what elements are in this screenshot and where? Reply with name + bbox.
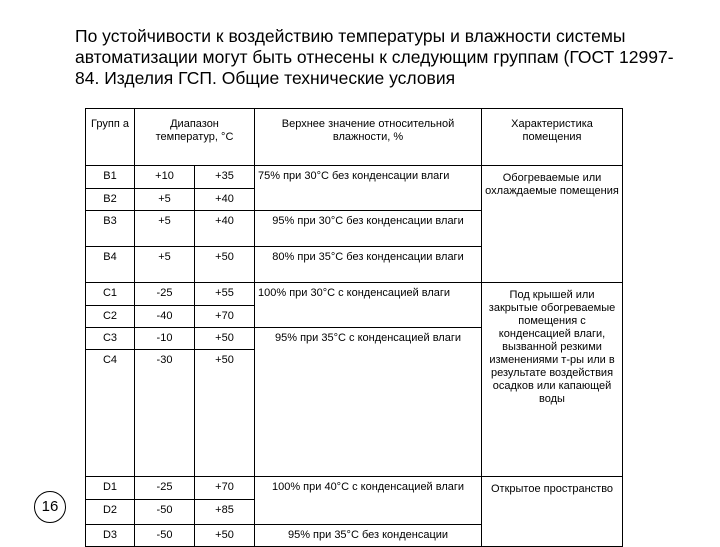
table-row	[86, 283, 623, 306]
table-row	[86, 477, 623, 500]
group-cell: D3	[86, 525, 135, 547]
temp-max-cell: +70	[195, 306, 255, 328]
temp-min-cell: -30	[135, 350, 195, 477]
humidity-cell: 95% при 35°С без конденсации	[255, 525, 482, 547]
slide-heading: По устойчивости к воздействию температуры и влажности системы автоматизации могут быть отнесены к следующим группам (ГОСТ 12997-84. Изделия ГСП. Общие технические условия	[75, 26, 674, 88]
group-cell: В2	[86, 189, 135, 211]
group-cell: С1	[86, 283, 135, 306]
temp-max-cell: +70	[195, 477, 255, 500]
header-temperature-range: Диапазон температур, °С	[135, 109, 255, 166]
temp-max-cell: +40	[195, 189, 255, 211]
group-cell: С3	[86, 328, 135, 350]
temp-min-cell: -25	[135, 283, 195, 306]
temp-max-cell: +50	[195, 350, 255, 477]
header-group: Групп а	[86, 109, 135, 166]
temp-max-cell: +55	[195, 283, 255, 306]
humidity-cell: 95% при 35°С с конденсацией влаги	[255, 328, 482, 477]
characteristic-cell: Открытое пространство	[482, 477, 623, 547]
group-cell: В3	[86, 211, 135, 247]
temp-min-cell: -50	[135, 525, 195, 547]
temp-min-cell: +5	[135, 189, 195, 211]
temp-min-cell: +5	[135, 211, 195, 247]
temp-min-cell: -10	[135, 328, 195, 350]
temp-min-cell: -40	[135, 306, 195, 328]
temp-min-cell: +5	[135, 247, 195, 283]
group-cell: В1	[86, 166, 135, 189]
temp-min-cell: +10	[135, 166, 195, 189]
humidity-cell: 75% при 30°С без конденсации влаги	[255, 166, 482, 211]
characteristic-cell: Под крышей или закрытые обогреваемые помещения с конденсацией влаги, вызванной резкими изменениями т-ры или в результате воздействия осадков или капающей воды	[482, 283, 623, 477]
slide-number-badge: 16	[34, 491, 66, 523]
humidity-cell: 95% при 30°С без конденсации влаги	[255, 211, 482, 247]
temp-max-cell: +40	[195, 211, 255, 247]
table-row	[86, 166, 623, 189]
temp-min-cell: -25	[135, 477, 195, 500]
header-characteristic: Характеристика помещения	[482, 109, 623, 166]
group-cell: D1	[86, 477, 135, 500]
climate-groups-table	[85, 108, 623, 547]
humidity-cell: 100% при 30°С с конденсацией влаги	[255, 283, 482, 328]
humidity-cell: 100% при 40°С с конденсацией влаги	[255, 477, 482, 525]
humidity-cell: 80% при 35°С без конденсации влаги	[255, 247, 482, 283]
temp-max-cell: +85	[195, 500, 255, 525]
group-cell: В4	[86, 247, 135, 283]
header-humidity: Верхнее значение относительной влажности, %	[255, 109, 482, 166]
temp-max-cell: +50	[195, 247, 255, 283]
group-cell: С2	[86, 306, 135, 328]
table-header-row	[86, 109, 623, 166]
characteristic-cell: Обогреваемые или охлаждаемые помещения	[482, 166, 623, 283]
group-cell: D2	[86, 500, 135, 525]
temp-max-cell: +35	[195, 166, 255, 189]
temp-max-cell: +50	[195, 328, 255, 350]
group-cell: С4	[86, 350, 135, 477]
temp-max-cell: +50	[195, 525, 255, 547]
temp-min-cell: -50	[135, 500, 195, 525]
